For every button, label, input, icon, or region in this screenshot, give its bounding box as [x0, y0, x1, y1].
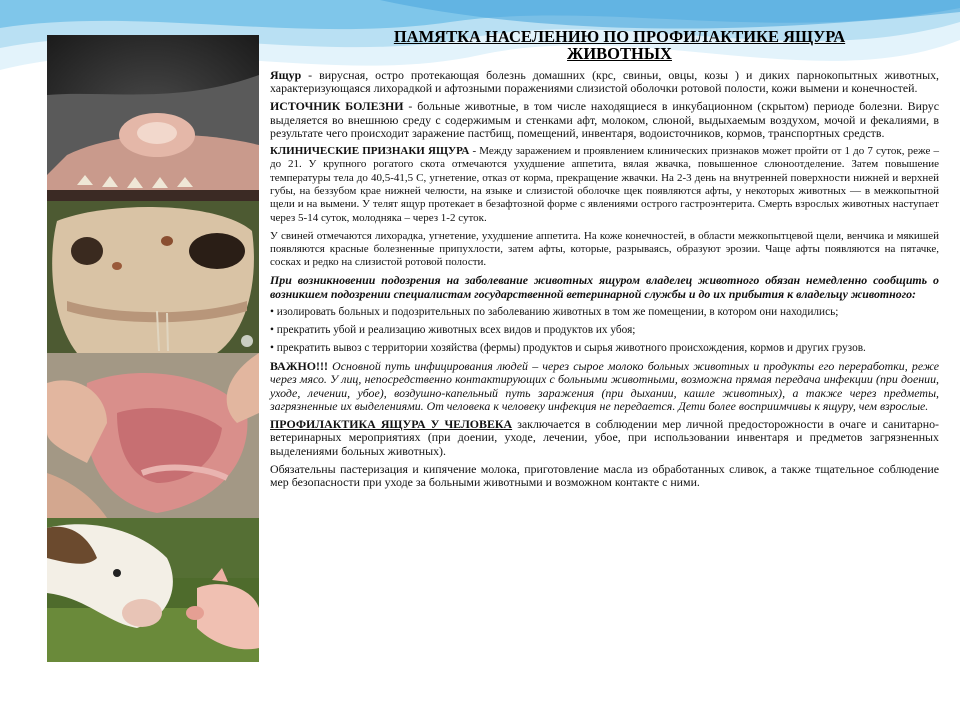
pigs-paragraph: У свиней отмечаются лихорадка, угнетение, ухудшение аппетита. На коже конечностей, в области межкопытцевой щели, венчика и мякишей появляются красные болезненные припухлости, затем афты, которые, разрываясь, образуют эрозии. Чаще афты появляются на пятачке, сосках и редко на слизистой ротовой полости.: [270, 229, 939, 269]
source-term: ИСТОЧНИК БОЛЕЗНИ: [270, 99, 404, 114]
owner-duty-paragraph: [270, 274, 939, 301]
final-paragraph: Обязательны пастеризация и кипячение молока, приготовление масла из обработанных сливок, а также тщательное соблюдение мер безопасности при уходе за больными животными и возможном контакте с ними.: [270, 461, 939, 489]
cow-mouth-lesion-photo: [47, 35, 259, 201]
calf-and-piglet-photo: [47, 518, 259, 662]
prevention-text: заключается в соблюдении мер личной предосторожности в очаге и санитарно-ветеринарных мероприятиях (при доении, уходе, лечении, убое, при использовании инвентаря и предметов загрязненных выделениями больных животных).: [270, 417, 940, 458]
important-paragraph: [270, 360, 939, 413]
prevention-paragraph: [270, 418, 939, 458]
prevention-term: ПРОФИЛАКТИКА ЯЩУРА У ЧЕЛОВЕКА: [270, 417, 513, 431]
important-text: Основной путь инфицирования людей – через сырое молоко больных животных и продукты его переработки, реже через мясо. У лиц, непосредственно контактирующих с больными животными, возможна прямая передача инфекции (при доении, уходе, лечении, убое), воздушно-капельный путь заражения (при дыхании, кашле животных), а также через предметы, загрязненные их выделениями. От человека к человеку инфекция не передается. Дети более восприимчивы к ящуру, чем взрослые.: [270, 359, 939, 413]
cow-nose-aphthae-photo: [47, 201, 259, 353]
bullet-isolate: • изолировать больных и подозрительных по заболеванию животных в том же помещении, в котором они находились;: [270, 305, 839, 318]
hands-open-mouth-photo: [47, 353, 259, 518]
clinical-text: - Между заражением и проявлением клинических признаков может пройти от 1 до 7 суток, реже – до 21. У крупного рогатого скота отмечаются ухудшение аппетита, вялая жвачка, повышенное слюноотделение. Затем повышение температуры тела до 40,5-41,5 С, угнетение, отказ от корма, прекращение жвачки. На 2-3 день на внутренней поверхности нижней и верхней губы, на беззубом крае нижней челюсти, на языке и слизистой оболочке щек появляются афты, у некоторых животных — в межкопытной щели и на вымени. У телят ящур протекает в безафтозной форме с явлениями острого гастроэнтерита. Смерть взрослых животных наступает через 5-14 суток, молодняка – через 1-2 суток.: [270, 145, 939, 224]
definition-paragraph: [270, 69, 939, 96]
bullet-stop-export: • прекратить вывоз с территории хозяйства (фермы) продуктов и сырья животного происхождения, кормов и других грузов.: [270, 341, 866, 354]
title-line-2: ЖИВОТНЫХ: [567, 44, 672, 63]
bullet-stop-slaughter: • прекратить убой и реализацию животных всех видов и продуктов их убоя;: [270, 323, 636, 336]
title-line-1: ПАМЯТКА НАСЕЛЕНИЮ ПО ПРОФИЛАКТИКЕ ЯЩУРА: [393, 27, 846, 46]
memo-content: [270, 28, 939, 494]
definition-term: Ящур: [270, 68, 302, 82]
page-title: [300, 28, 939, 62]
clinical-paragraph: [270, 145, 939, 225]
source-text: - больные животные, в том числе находящиеся в инкубационном (скрытом) периоде болезни. Вирус выделяется во внешнюю среду с содержимым и стенками афт, молоком, слюной, выдыхаемым воздухом, мочой и фекалиями, в результате чего происходит заражение пастбищ, помещений, инвентаря, водоисточников, кормов, транспортных средств.: [270, 99, 939, 140]
definition-text: - вирусная, остро протекающая болезнь домашних (крс, свиньи, овцы, козы ) и диких парнокопытных животных, характеризующаяся лихорадкой и афтозными поражениями слизистой оболочки ротовой полости, кожи вымени и конечностей.: [270, 68, 939, 96]
photo-column: [47, 35, 259, 662]
source-paragraph: [270, 100, 939, 140]
clinical-term: КЛИНИЧЕСКИЕ ПРИЗНАКИ ЯЩУРА: [270, 145, 470, 158]
important-term: ВАЖНО!!!: [270, 359, 328, 374]
owner-duty-text: При возникновении подозрения на заболевание животных ящуром владелец животного обязан немедленно сообщить о возникшем подозрении специалистам государственной ветеринарной службы и до их прибытия к владельцу животного:: [270, 273, 939, 301]
